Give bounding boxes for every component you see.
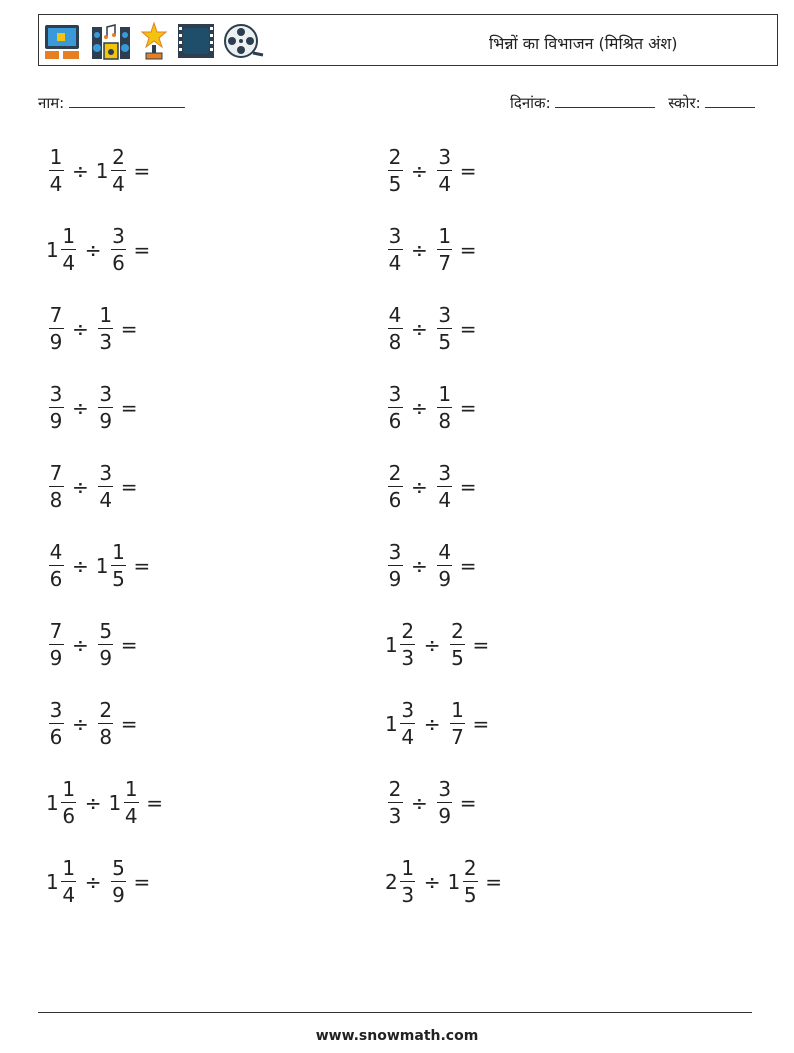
numerator: 3 xyxy=(49,698,63,722)
whole-number: 1 xyxy=(95,553,109,578)
fraction xyxy=(98,383,114,432)
fraction xyxy=(437,778,453,827)
fraction-bar xyxy=(111,565,126,566)
problem-item xyxy=(46,462,138,511)
fraction xyxy=(98,304,114,353)
denominator: 6 xyxy=(62,804,76,828)
date-blank[interactable] xyxy=(555,93,655,108)
fraction xyxy=(48,146,64,195)
denominator: 4 xyxy=(49,172,63,196)
numerator: 5 xyxy=(112,856,125,880)
whole-number: 1 xyxy=(46,869,59,894)
fraction-bar xyxy=(388,486,403,487)
fraction-bar xyxy=(388,170,403,171)
whole-number: 1 xyxy=(385,632,398,657)
numerator: 1 xyxy=(62,777,76,801)
divide-sign: ÷ xyxy=(423,711,441,736)
numerator: 3 xyxy=(438,777,452,801)
fraction xyxy=(387,462,403,511)
numerator: 2 xyxy=(463,856,477,880)
date-score-fields xyxy=(510,93,755,113)
name-field xyxy=(38,93,185,113)
denominator: 9 xyxy=(388,567,402,591)
whole-number: 1 xyxy=(46,237,59,262)
numerator: 1 xyxy=(49,145,63,169)
numerator: 3 xyxy=(49,382,63,406)
date-label: दिनांक: xyxy=(510,94,551,112)
fraction-bar xyxy=(437,407,452,408)
equals-sign: = xyxy=(459,790,477,815)
denominator: 7 xyxy=(451,725,464,749)
fraction xyxy=(437,462,453,511)
fraction xyxy=(123,778,139,827)
fraction-bar xyxy=(437,249,452,250)
numerator: 1 xyxy=(62,856,76,880)
numerator: 1 xyxy=(401,856,415,880)
denominator: 9 xyxy=(438,567,452,591)
divide-sign: ÷ xyxy=(72,711,89,736)
divide-sign: ÷ xyxy=(423,632,441,657)
equals-sign: = xyxy=(120,395,138,420)
fraction xyxy=(400,620,416,669)
fraction-bar xyxy=(437,328,452,329)
numerator: 1 xyxy=(438,382,452,406)
denominator: 9 xyxy=(99,646,113,670)
denominator: 8 xyxy=(438,409,452,433)
divide-sign: ÷ xyxy=(72,395,89,420)
numerator: 1 xyxy=(99,303,113,327)
problem-item xyxy=(385,304,477,353)
problem-item xyxy=(46,857,150,906)
fraction xyxy=(48,462,64,511)
denominator: 3 xyxy=(401,646,415,670)
fraction xyxy=(48,620,64,669)
numerator: 3 xyxy=(99,461,113,485)
denominator: 9 xyxy=(49,330,63,354)
numerator: 3 xyxy=(438,145,452,169)
fraction-bar xyxy=(49,565,64,566)
numerator: 3 xyxy=(99,382,113,406)
whole-number: 1 xyxy=(447,869,461,894)
divide-sign: ÷ xyxy=(84,869,102,894)
numerator: 2 xyxy=(112,145,125,169)
divide-sign: ÷ xyxy=(411,237,428,262)
fraction-bar xyxy=(388,565,403,566)
numerator: 7 xyxy=(49,303,63,327)
fraction-bar xyxy=(437,802,452,803)
equals-sign: = xyxy=(120,632,138,657)
denominator: 5 xyxy=(112,567,125,591)
denominator: 6 xyxy=(388,409,402,433)
fraction xyxy=(48,304,64,353)
fraction xyxy=(400,857,416,906)
denominator: 6 xyxy=(388,488,402,512)
fraction-bar xyxy=(98,644,113,645)
problem-item xyxy=(46,304,138,353)
name-label: नाम: xyxy=(38,94,65,112)
fraction xyxy=(111,857,127,906)
fraction-bar xyxy=(111,170,126,171)
fraction-bar xyxy=(400,644,415,645)
fraction xyxy=(48,699,64,748)
numerator: 3 xyxy=(438,461,452,485)
denominator: 4 xyxy=(401,725,415,749)
fraction-bar xyxy=(437,565,452,566)
numerator: 4 xyxy=(438,540,452,564)
numerator: 2 xyxy=(388,145,402,169)
fraction xyxy=(387,383,403,432)
equals-sign: = xyxy=(459,395,477,420)
problem-item xyxy=(385,462,477,511)
problem-item xyxy=(46,620,138,669)
score-blank[interactable] xyxy=(705,93,755,108)
fraction-bar xyxy=(98,328,113,329)
fraction-bar xyxy=(111,249,126,250)
equals-sign: = xyxy=(459,316,477,341)
fraction xyxy=(61,778,77,827)
numerator: 4 xyxy=(49,540,63,564)
denominator: 6 xyxy=(49,725,63,749)
fraction xyxy=(437,541,453,590)
equals-sign: = xyxy=(120,711,138,736)
divide-sign: ÷ xyxy=(411,158,428,183)
worksheet-title: भिन्नों का विभाजन (मिश्रित अंश) xyxy=(489,34,678,53)
problem-item xyxy=(46,699,138,748)
denominator: 8 xyxy=(49,488,63,512)
numerator: 7 xyxy=(49,619,63,643)
film-reel-icon xyxy=(223,21,265,61)
fraction-bar xyxy=(450,723,465,724)
speakers-music-icon xyxy=(91,21,131,61)
problem-item xyxy=(385,225,477,274)
denominator: 3 xyxy=(99,330,113,354)
fraction xyxy=(98,620,114,669)
header-icons xyxy=(43,19,265,63)
whole-number: 1 xyxy=(108,790,122,815)
denominator: 4 xyxy=(124,804,138,828)
numerator: 2 xyxy=(401,619,415,643)
fraction xyxy=(61,857,77,906)
divide-sign: ÷ xyxy=(72,632,89,657)
equals-sign: = xyxy=(133,237,151,262)
denominator: 6 xyxy=(49,567,63,591)
denominator: 5 xyxy=(438,330,452,354)
denominator: 9 xyxy=(112,883,125,907)
numerator: 2 xyxy=(388,777,402,801)
denominator: 5 xyxy=(388,172,402,196)
equals-sign: = xyxy=(133,553,151,578)
problem-item xyxy=(385,146,477,195)
divide-sign: ÷ xyxy=(423,869,441,894)
problem-item xyxy=(46,383,138,432)
problem-item xyxy=(46,778,163,827)
fraction xyxy=(61,225,77,274)
fraction-bar xyxy=(388,802,403,803)
denominator: 4 xyxy=(388,251,402,275)
divide-sign: ÷ xyxy=(411,553,428,578)
fraction xyxy=(387,146,403,195)
whole-number: 2 xyxy=(385,869,398,894)
equals-sign: = xyxy=(459,237,477,262)
fraction xyxy=(48,541,64,590)
numerator: 3 xyxy=(438,303,452,327)
denominator: 7 xyxy=(438,251,452,275)
fraction xyxy=(400,699,416,748)
numerator: 3 xyxy=(388,540,402,564)
numerator: 3 xyxy=(401,698,415,722)
denominator: 4 xyxy=(112,172,125,196)
divide-sign: ÷ xyxy=(411,790,428,815)
denominator: 4 xyxy=(62,251,76,275)
footer-url: www.snowmath.com xyxy=(315,1028,479,1044)
fraction-bar xyxy=(124,802,139,803)
numerator: 4 xyxy=(388,303,402,327)
denominator: 4 xyxy=(99,488,113,512)
whole-number: 1 xyxy=(385,711,398,736)
fraction-bar xyxy=(49,723,64,724)
problem-item xyxy=(385,541,477,590)
equals-sign: = xyxy=(459,158,477,183)
denominator: 5 xyxy=(451,646,464,670)
denominator: 8 xyxy=(99,725,113,749)
denominator: 4 xyxy=(438,488,452,512)
fraction xyxy=(48,383,64,432)
fraction-bar xyxy=(111,881,126,882)
fraction-bar xyxy=(61,802,76,803)
numerator: 7 xyxy=(49,461,63,485)
denominator: 9 xyxy=(49,409,63,433)
numerator: 5 xyxy=(99,619,113,643)
denominator: 4 xyxy=(438,172,452,196)
numerator: 3 xyxy=(388,224,402,248)
fraction xyxy=(387,304,403,353)
score-label: स्कोर: xyxy=(668,94,701,112)
numerator: 1 xyxy=(124,777,138,801)
fraction-bar xyxy=(49,407,64,408)
fraction-bar xyxy=(49,486,64,487)
fraction-bar xyxy=(437,486,452,487)
equals-sign: = xyxy=(472,711,490,736)
denominator: 4 xyxy=(62,883,76,907)
numerator: 1 xyxy=(112,540,125,564)
fraction-bar xyxy=(98,723,113,724)
divide-sign: ÷ xyxy=(411,316,428,341)
fraction-bar xyxy=(61,881,76,882)
equals-sign: = xyxy=(459,553,477,578)
numerator: 3 xyxy=(388,382,402,406)
numerator: 3 xyxy=(112,224,125,248)
fraction-bar xyxy=(49,170,64,171)
numerator: 2 xyxy=(451,619,464,643)
denominator: 3 xyxy=(401,883,415,907)
fraction xyxy=(111,146,127,195)
fraction xyxy=(387,541,403,590)
divide-sign: ÷ xyxy=(411,395,428,420)
whole-number: 1 xyxy=(46,790,59,815)
numerator: 1 xyxy=(451,698,464,722)
star-trophy-icon xyxy=(139,21,169,61)
fraction xyxy=(387,778,403,827)
problem-item xyxy=(385,383,477,432)
fraction xyxy=(437,383,453,432)
numerator: 1 xyxy=(62,224,76,248)
equals-sign: = xyxy=(120,474,138,499)
denominator: 9 xyxy=(438,804,452,828)
film-frame-icon xyxy=(177,21,215,61)
fraction xyxy=(98,699,114,748)
computer-icon xyxy=(43,21,83,61)
equals-sign: = xyxy=(133,869,151,894)
problem-item xyxy=(385,620,489,669)
fraction-bar xyxy=(450,644,465,645)
fraction-bar xyxy=(400,723,415,724)
fraction xyxy=(437,225,453,274)
problem-item xyxy=(385,699,489,748)
equals-sign: = xyxy=(485,869,502,894)
fraction-bar xyxy=(61,249,76,250)
fraction xyxy=(111,225,127,274)
problem-item xyxy=(385,857,502,906)
denominator: 8 xyxy=(388,330,402,354)
fraction-bar xyxy=(388,249,403,250)
fraction-bar xyxy=(437,170,452,171)
numerator: 2 xyxy=(99,698,113,722)
fraction-bar xyxy=(49,328,64,329)
fraction xyxy=(462,857,478,906)
denominator: 6 xyxy=(112,251,125,275)
fraction xyxy=(437,304,453,353)
footer-divider xyxy=(38,1012,752,1013)
divide-sign: ÷ xyxy=(84,790,102,815)
fraction xyxy=(450,699,466,748)
name-blank[interactable] xyxy=(69,93,185,108)
problem-item xyxy=(385,778,477,827)
divide-sign: ÷ xyxy=(72,316,89,341)
denominator: 9 xyxy=(99,409,113,433)
fraction xyxy=(98,462,114,511)
equals-sign: = xyxy=(133,158,151,183)
fraction xyxy=(111,541,127,590)
equals-sign: = xyxy=(146,790,163,815)
header-box xyxy=(38,14,778,66)
fraction-bar xyxy=(463,881,478,882)
divide-sign: ÷ xyxy=(72,474,89,499)
equals-sign: = xyxy=(472,632,490,657)
fraction-bar xyxy=(49,644,64,645)
divide-sign: ÷ xyxy=(72,158,89,183)
equals-sign: = xyxy=(459,474,477,499)
denominator: 9 xyxy=(49,646,63,670)
fraction-bar xyxy=(98,407,113,408)
fraction-bar xyxy=(98,486,113,487)
denominator: 3 xyxy=(388,804,402,828)
problem-item xyxy=(46,541,150,590)
problem-item xyxy=(46,225,150,274)
divide-sign: ÷ xyxy=(72,553,89,578)
fraction-bar xyxy=(388,328,403,329)
divide-sign: ÷ xyxy=(84,237,102,262)
fraction-bar xyxy=(400,881,415,882)
equals-sign: = xyxy=(120,316,138,341)
fraction xyxy=(437,146,453,195)
numerator: 1 xyxy=(438,224,452,248)
denominator: 5 xyxy=(463,883,477,907)
numerator: 2 xyxy=(388,461,402,485)
fraction-bar xyxy=(388,407,403,408)
whole-number: 1 xyxy=(95,158,109,183)
problem-item xyxy=(46,146,150,195)
fraction xyxy=(450,620,466,669)
divide-sign: ÷ xyxy=(411,474,428,499)
fraction xyxy=(387,225,403,274)
